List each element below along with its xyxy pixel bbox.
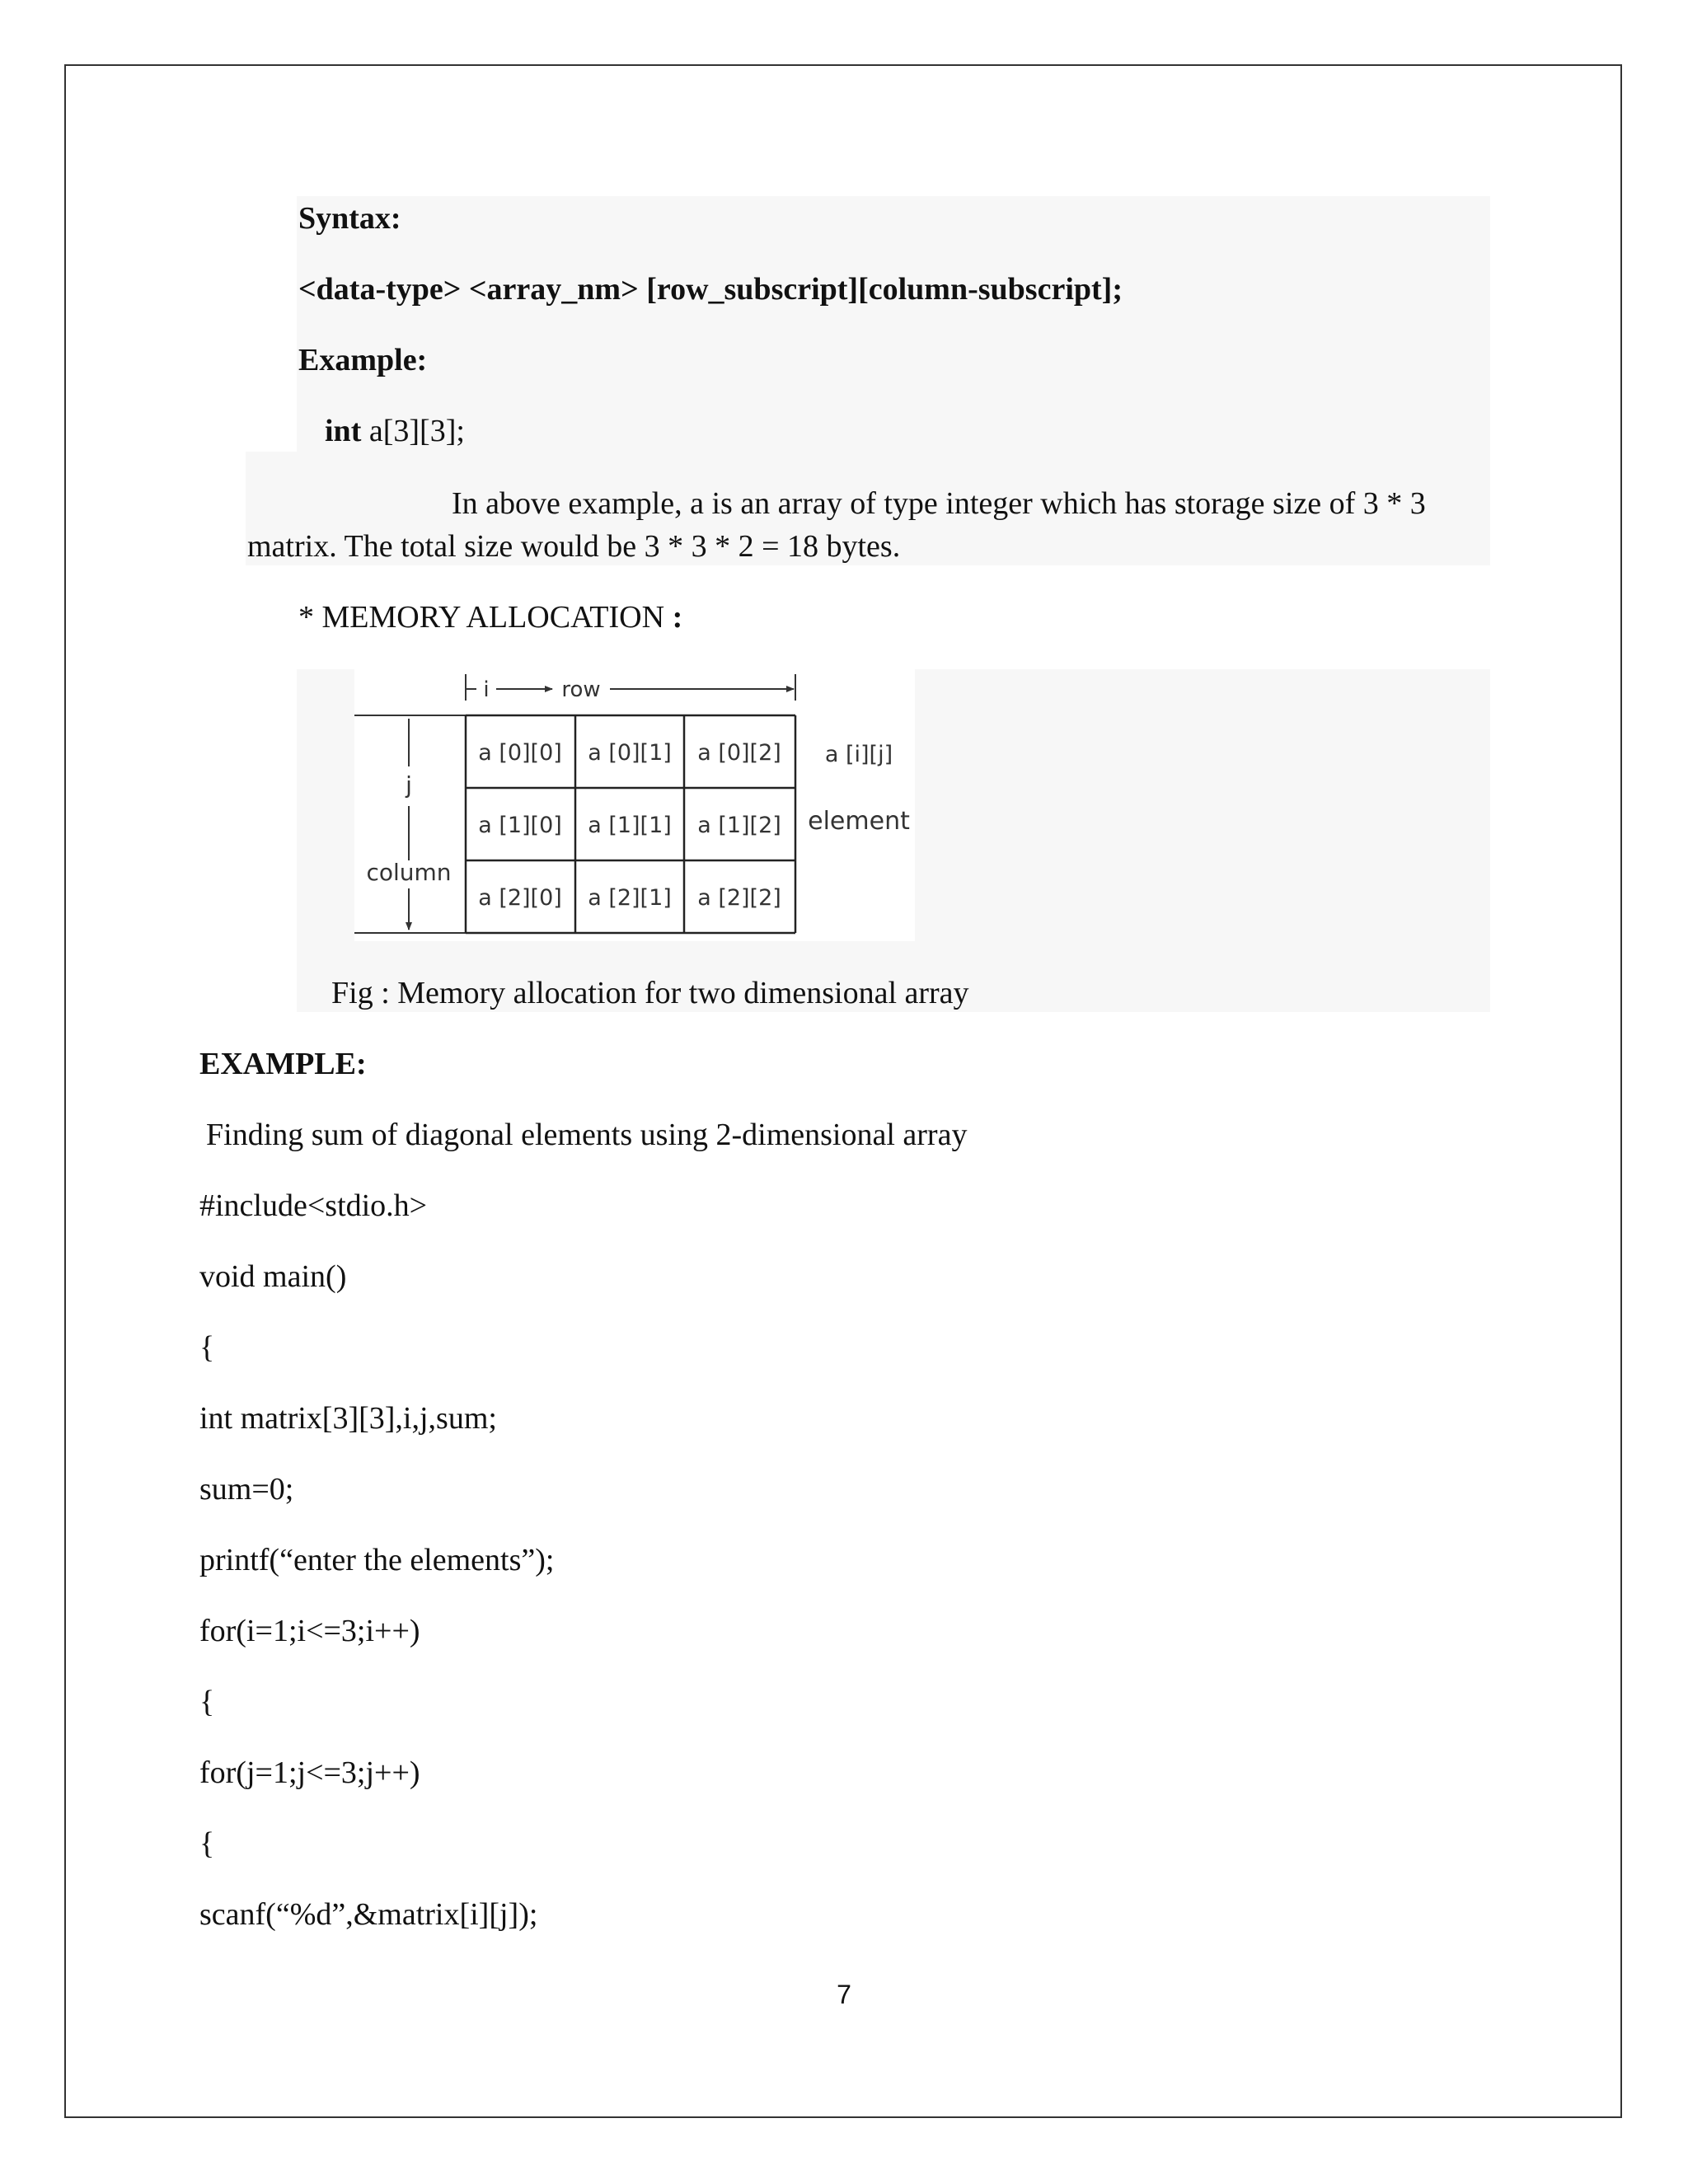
array-cell-2-1: a [2][1] bbox=[588, 885, 672, 911]
memory-allocation-heading bbox=[298, 600, 682, 636]
syntax-heading: Syntax: bbox=[298, 201, 401, 236]
array-cell-2-2: a [2][2] bbox=[697, 885, 781, 911]
example-keyword: int bbox=[325, 414, 362, 448]
code-line: sum=0; bbox=[199, 1472, 294, 1507]
row-label: row bbox=[561, 677, 601, 702]
program-description: Finding sum of diagonal elements using 2-dimensional array bbox=[206, 1118, 968, 1152]
example-heading: Example: bbox=[298, 343, 428, 377]
array-cell-1-1: a [1][1] bbox=[588, 813, 672, 838]
code-line: { bbox=[199, 1330, 215, 1365]
syntax-shade bbox=[297, 196, 1490, 452]
figure-caption: Fig : Memory allocation for two dimensional array bbox=[331, 976, 969, 1010]
array-cell-0-0: a [0][0] bbox=[478, 740, 562, 766]
array-cell-0-1: a [0][1] bbox=[588, 740, 672, 766]
example-code-rest: a[3][3]; bbox=[361, 414, 465, 448]
array-cell-2-0: a [2][0] bbox=[478, 885, 562, 911]
code-line: { bbox=[199, 1826, 215, 1861]
code-line: for(j=1;j<=3;j++) bbox=[199, 1755, 420, 1790]
array-cell-1-2: a [1][2] bbox=[697, 813, 781, 838]
code-line: int matrix[3][3],i,j,sum; bbox=[199, 1401, 497, 1436]
memory-allocation-heading-colon: : bbox=[672, 600, 683, 635]
column-index-label: j bbox=[406, 771, 412, 799]
code-line: for(i=1;i<=3;i++) bbox=[199, 1614, 420, 1648]
code-line: { bbox=[199, 1685, 215, 1719]
code-line: void main() bbox=[199, 1259, 347, 1294]
code-line: #include<stdio.h> bbox=[199, 1188, 428, 1223]
memory-allocation-diagram bbox=[354, 669, 915, 941]
syntax-declaration: <data-type> <array_nm> [row_subscript][column-subscript]; bbox=[298, 272, 1123, 307]
example-description-line1: In above example, a is an array of type integer which has storage size of 3 * 3 bbox=[452, 486, 1426, 521]
element-notation: a [i][j] bbox=[824, 742, 893, 767]
array-cell-0-2: a [0][2] bbox=[697, 740, 781, 766]
code-line: scanf(“%d”,&matrix[i][j]); bbox=[199, 1897, 538, 1932]
memory-allocation-heading-text: * MEMORY ALLOCATION bbox=[298, 600, 673, 635]
code-line: printf(“enter the elements”); bbox=[199, 1543, 555, 1577]
array-cell-1-0: a [1][0] bbox=[478, 813, 562, 838]
row-index-label: i bbox=[483, 677, 490, 702]
page-number: 7 bbox=[837, 1980, 851, 2009]
program-heading: EXAMPLE: bbox=[199, 1047, 367, 1081]
element-label: element bbox=[808, 807, 910, 836]
example-code bbox=[325, 414, 465, 450]
example-description-line2: matrix. The total size would be 3 * 3 * 2 = 18 bytes. bbox=[247, 529, 901, 564]
column-label: column bbox=[366, 859, 452, 886]
